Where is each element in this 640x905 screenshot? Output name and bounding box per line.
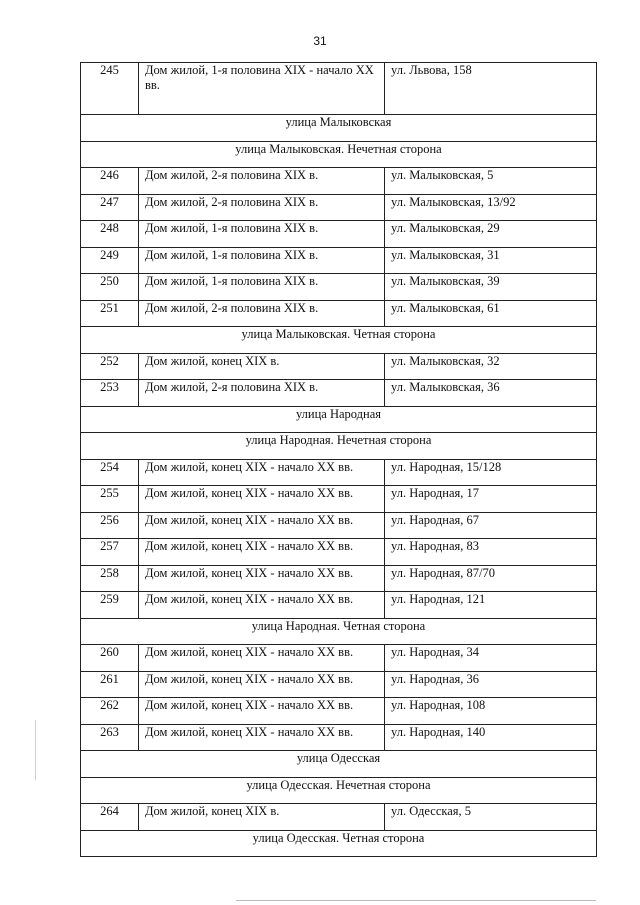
object-address: ул. Малыковская, 39 <box>385 274 597 301</box>
object-description: Дом жилой, конец XIX - начало XX вв. <box>139 486 385 513</box>
section-header-row <box>81 141 597 168</box>
object-number: 249 <box>81 247 139 274</box>
object-number: 250 <box>81 274 139 301</box>
object-address: ул. Львова, 158 <box>385 63 597 115</box>
object-description: Дом жилой, конец XIX - начало XX вв. <box>139 459 385 486</box>
scan-artifact-line <box>35 720 36 780</box>
object-description: Дом жилой, 2-я половина XIX в. <box>139 194 385 221</box>
object-number: 246 <box>81 168 139 195</box>
object-number: 262 <box>81 698 139 725</box>
table-row <box>81 380 597 407</box>
table-row <box>81 63 597 115</box>
table-row <box>81 698 597 725</box>
street-section-heading: улица Одесская. Нечетная сторона <box>81 777 597 804</box>
object-description: Дом жилой, конец XIX в. <box>139 804 385 831</box>
table-row <box>81 459 597 486</box>
street-section-heading: улица Одесская. Четная сторона <box>81 830 597 857</box>
scan-bottom-edge <box>236 900 596 901</box>
section-header-row <box>81 777 597 804</box>
object-description: Дом жилой, 1-я половина XIX в. <box>139 274 385 301</box>
table-row <box>81 274 597 301</box>
object-number: 251 <box>81 300 139 327</box>
object-number: 264 <box>81 804 139 831</box>
object-address: ул. Малыковская, 29 <box>385 221 597 248</box>
object-number: 259 <box>81 592 139 619</box>
object-address: ул. Народная, 87/70 <box>385 565 597 592</box>
object-description: Дом жилой, 2-я половина XIX в. <box>139 168 385 195</box>
street-section-heading: улица Народная. Четная сторона <box>81 618 597 645</box>
object-address: ул. Народная, 121 <box>385 592 597 619</box>
object-description: Дом жилой, 1-я половина XIX в. <box>139 221 385 248</box>
street-section-heading: улица Народная <box>81 406 597 433</box>
table-row <box>81 804 597 831</box>
object-number: 247 <box>81 194 139 221</box>
table-row <box>81 539 597 566</box>
section-header-row <box>81 618 597 645</box>
section-header-row <box>81 751 597 778</box>
street-section-heading: улица Малыковская. Нечетная сторона <box>81 141 597 168</box>
object-description: Дом жилой, 2-я половина XIX в. <box>139 380 385 407</box>
object-number: 257 <box>81 539 139 566</box>
table-row <box>81 565 597 592</box>
object-number: 261 <box>81 671 139 698</box>
section-header-row <box>81 830 597 857</box>
object-description: Дом жилой, конец XIX - начало XX вв. <box>139 512 385 539</box>
table-row <box>81 592 597 619</box>
object-number: 256 <box>81 512 139 539</box>
table-row <box>81 645 597 672</box>
table-row <box>81 194 597 221</box>
object-description: Дом жилой, конец XIX - начало XX вв. <box>139 724 385 751</box>
registry-body <box>81 63 597 857</box>
street-section-heading: улица Малыковская <box>81 115 597 142</box>
table-row <box>81 512 597 539</box>
object-address: ул. Народная, 140 <box>385 724 597 751</box>
section-header-row <box>81 115 597 142</box>
object-description: Дом жилой, 2-я половина XIX в. <box>139 300 385 327</box>
object-address: ул. Народная, 108 <box>385 698 597 725</box>
object-address: ул. Народная, 15/128 <box>385 459 597 486</box>
object-address: ул. Народная, 17 <box>385 486 597 513</box>
object-number: 254 <box>81 459 139 486</box>
object-number: 252 <box>81 353 139 380</box>
object-address: ул. Малыковская, 5 <box>385 168 597 195</box>
object-address: ул. Малыковская, 13/92 <box>385 194 597 221</box>
object-description: Дом жилой, конец XIX - начало XX вв. <box>139 645 385 672</box>
object-address: ул. Малыковская, 36 <box>385 380 597 407</box>
object-number: 245 <box>81 63 139 115</box>
object-description: Дом жилой, конец XIX - начало XX вв. <box>139 671 385 698</box>
object-description: Дом жилой, конец XIX - начало XX вв. <box>139 565 385 592</box>
object-address: ул. Малыковская, 32 <box>385 353 597 380</box>
object-description: Дом жилой, конец XIX в. <box>139 353 385 380</box>
object-address: ул. Народная, 83 <box>385 539 597 566</box>
table-row <box>81 486 597 513</box>
object-number: 260 <box>81 645 139 672</box>
object-description: Дом жилой, конец XIX - начало XX вв. <box>139 592 385 619</box>
object-address: ул. Народная, 34 <box>385 645 597 672</box>
page-number: 31 <box>313 34 327 48</box>
object-address: ул. Одесская, 5 <box>385 804 597 831</box>
object-number: 248 <box>81 221 139 248</box>
section-header-row <box>81 433 597 460</box>
table-row <box>81 247 597 274</box>
section-header-row <box>81 327 597 354</box>
object-description: Дом жилой, 1-я половина XIX - начало XX вв. <box>139 63 385 115</box>
table-row <box>81 168 597 195</box>
object-description: Дом жилой, конец XIX - начало XX вв. <box>139 698 385 725</box>
heritage-registry-table <box>80 62 597 857</box>
object-number: 258 <box>81 565 139 592</box>
table-row <box>81 300 597 327</box>
table-row <box>81 724 597 751</box>
object-address: ул. Народная, 36 <box>385 671 597 698</box>
table-row <box>81 221 597 248</box>
object-description: Дом жилой, конец XIX - начало XX вв. <box>139 539 385 566</box>
table-row <box>81 671 597 698</box>
object-description: Дом жилой, 1-я половина XIX в. <box>139 247 385 274</box>
object-number: 263 <box>81 724 139 751</box>
street-section-heading: улица Народная. Нечетная сторона <box>81 433 597 460</box>
object-address: ул. Народная, 67 <box>385 512 597 539</box>
table-row <box>81 353 597 380</box>
object-address: ул. Малыковская, 31 <box>385 247 597 274</box>
section-header-row <box>81 406 597 433</box>
street-section-heading: улица Одесская <box>81 751 597 778</box>
object-number: 255 <box>81 486 139 513</box>
street-section-heading: улица Малыковская. Четная сторона <box>81 327 597 354</box>
object-number: 253 <box>81 380 139 407</box>
object-address: ул. Малыковская, 61 <box>385 300 597 327</box>
